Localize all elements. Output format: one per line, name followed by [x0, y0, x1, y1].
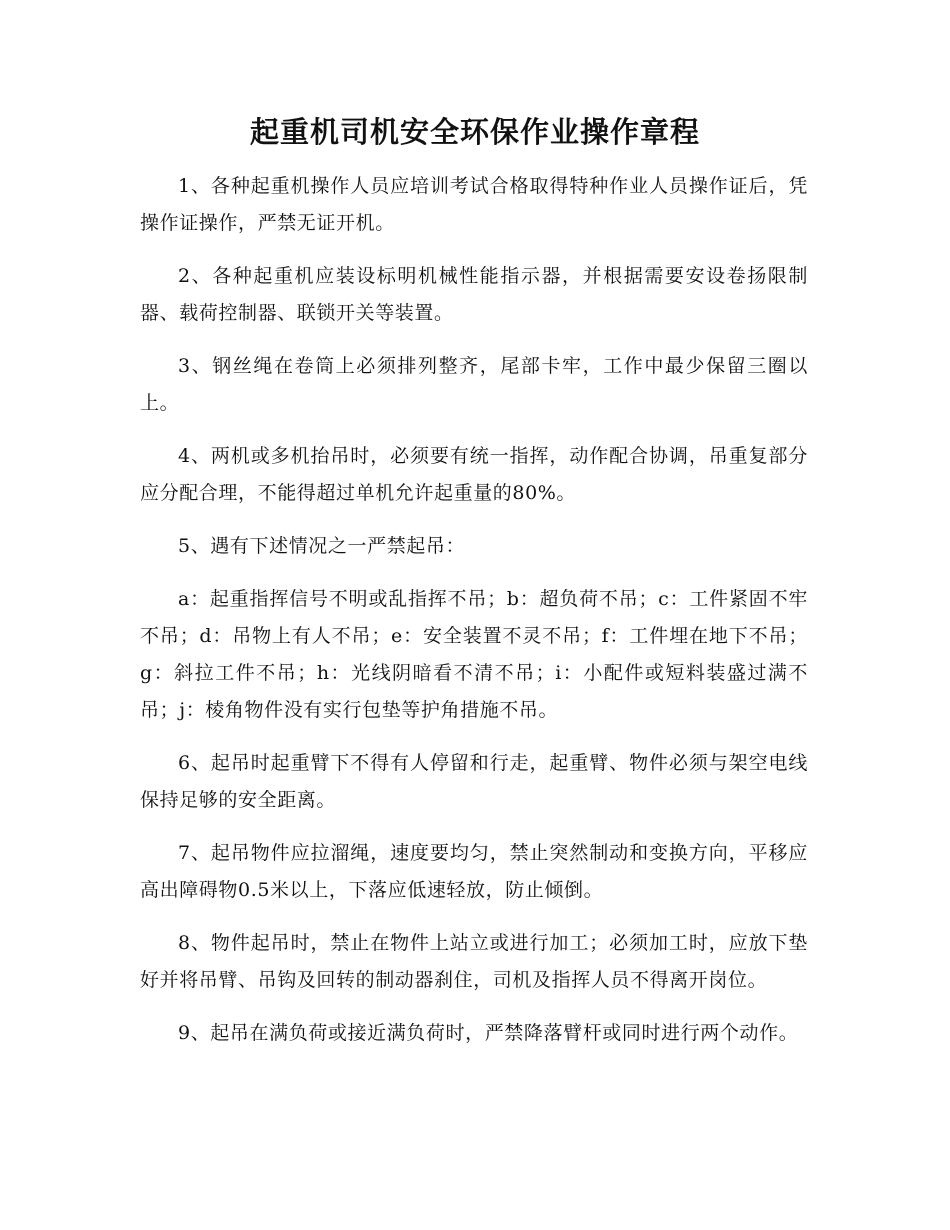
paragraph-8: 8、物件起吊时，禁止在物件上站立或进行加工；必须加工时，应放下垫好并将吊臂、吊钩及回转的制动器刹住，司机及指挥人员不得离开岗位。: [140, 932, 808, 991]
document-title: 起重机司机安全环保作业操作章程: [249, 115, 700, 149]
paragraph-4: 4、两机或多机抬吊时，必须要有统一指挥，动作配合协调，吊重复部分应分配合理，不能得超过单机允许起重量的80%。: [140, 445, 808, 504]
paragraph-5-conditions: a：起重指挥信号不明或乱指挥不吊；b：超负荷不吊；c：工件紧固不牢不吊；d：吊物上有人不吊；e：安全装置不灵不吊；f：工件埋在地下不吊；g：斜拉工件不吊；h：光线阴暗看不清不吊；i：小配件或短料装盛过满不吊；j：棱角物件没有实行包垫等护角措施不吊。: [140, 588, 808, 721]
paragraph-1: 1、各种起重机操作人员应培训考试合格取得特种作业人员操作证后，凭操作证操作，严禁无证开机。: [140, 175, 808, 234]
document-body: [140, 168, 808, 1068]
paragraph-3: 3、钢丝绳在卷筒上必须排列整齐，尾部卡牢，工作中最少保留三圈以上。: [140, 355, 808, 414]
paragraph-2: 2、各种起重机应装设标明机械性能指示器，并根据需要安设卷扬限制器、载荷控制器、联锁开关等装置。: [140, 265, 808, 324]
paragraph-7: 7、起吊物件应拉溜绳，速度要均匀，禁止突然制动和变换方向，平移应高出障碍物0.5米以上，下落应低速轻放，防止倾倒。: [140, 842, 808, 901]
paragraph-9: 9、起吊在满负荷或接近满负荷时，严禁降落臂杆或同时进行两个动作。: [178, 1022, 799, 1044]
paragraph-6: 6、起吊时起重臂下不得有人停留和行走，起重臂、物件必须与架空电线保持足够的安全距离。: [140, 752, 808, 811]
paragraph-5: 5、遇有下述情况之一严禁起吊：: [178, 535, 466, 557]
